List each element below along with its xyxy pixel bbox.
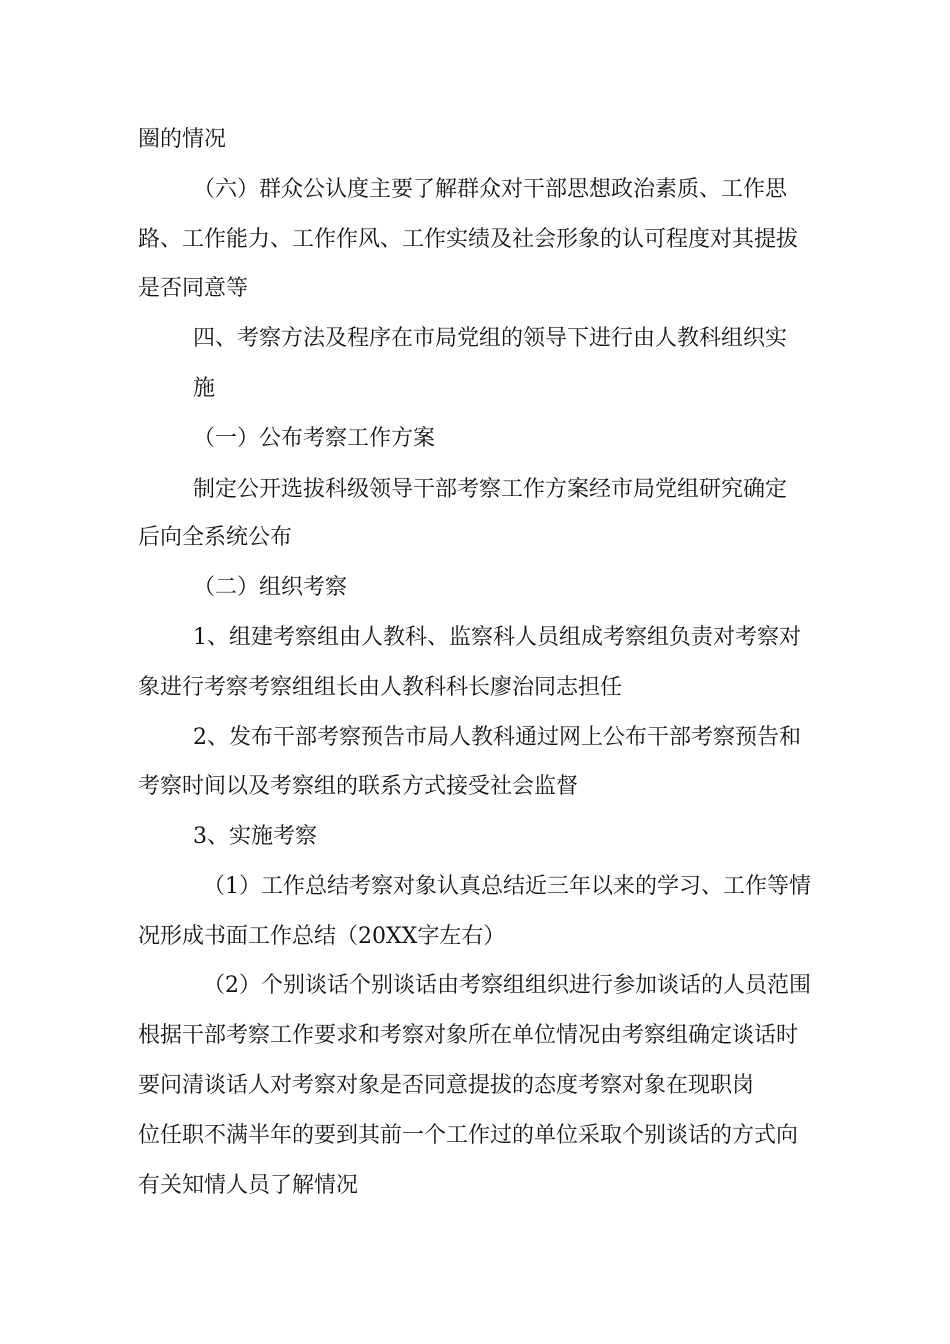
text-line: 后向全系统公布 xyxy=(138,525,293,550)
text-line: 况形成书面工作总结（20XX字左右） xyxy=(138,924,506,949)
subsection-heading: （一）公布考察工作方案 xyxy=(193,426,436,451)
subsection-heading: （二）组织考察 xyxy=(193,575,348,600)
text-line: 有关知情人员了解情况 xyxy=(138,1173,359,1198)
text-line: （六）群众公认度主要了解群众对干部思想政治素质、工作思 xyxy=(193,177,788,202)
text-line: 根据干部考察工作要求和考察对象所在单位情况由考察组确定谈话时 xyxy=(138,1023,799,1048)
text-line: 路、工作能力、工作作风、工作实绩及社会形象的认可程度对其提拔 xyxy=(138,227,799,252)
text-line: 象进行考察考察组组长由人教科科长廖治同志担任 xyxy=(138,675,623,700)
text-line: 2、发布干部考察预告市局人教科通过网上公布干部考察预告和 xyxy=(193,725,801,750)
text-line: 1、组建考察组由人教科、监察科人员组成考察组负责对考察对 xyxy=(193,625,801,650)
text-line: 是否同意等 xyxy=(138,276,249,301)
section-heading-continued: 施 xyxy=(193,376,216,401)
text-line: 制定公开选拔科级领导干部考察工作方案经市局党组研究确定 xyxy=(193,477,788,502)
section-heading: 四、考察方法及程序在市局党组的领导下进行由人教科组织实 xyxy=(193,326,788,351)
text-line: 3、实施考察 xyxy=(193,824,317,849)
text-line: 圈的情况 xyxy=(138,127,227,152)
text-line: 考察时间以及考察组的联系方式接受社会监督 xyxy=(138,774,579,799)
text-line: （2）个别谈话个别谈话由考察组组织进行参加谈话的人员范围 xyxy=(203,973,811,998)
text-line: 要问清谈话人对考察对象是否同意提拔的态度考察对象在现职岗 xyxy=(138,1073,755,1098)
text-line: 位任职不满半年的要到其前一个工作过的单位采取个别谈话的方式向 xyxy=(138,1123,799,1148)
text-line: （1）工作总结考察对象认真总结近三年以来的学习、工作等情 xyxy=(203,874,811,899)
